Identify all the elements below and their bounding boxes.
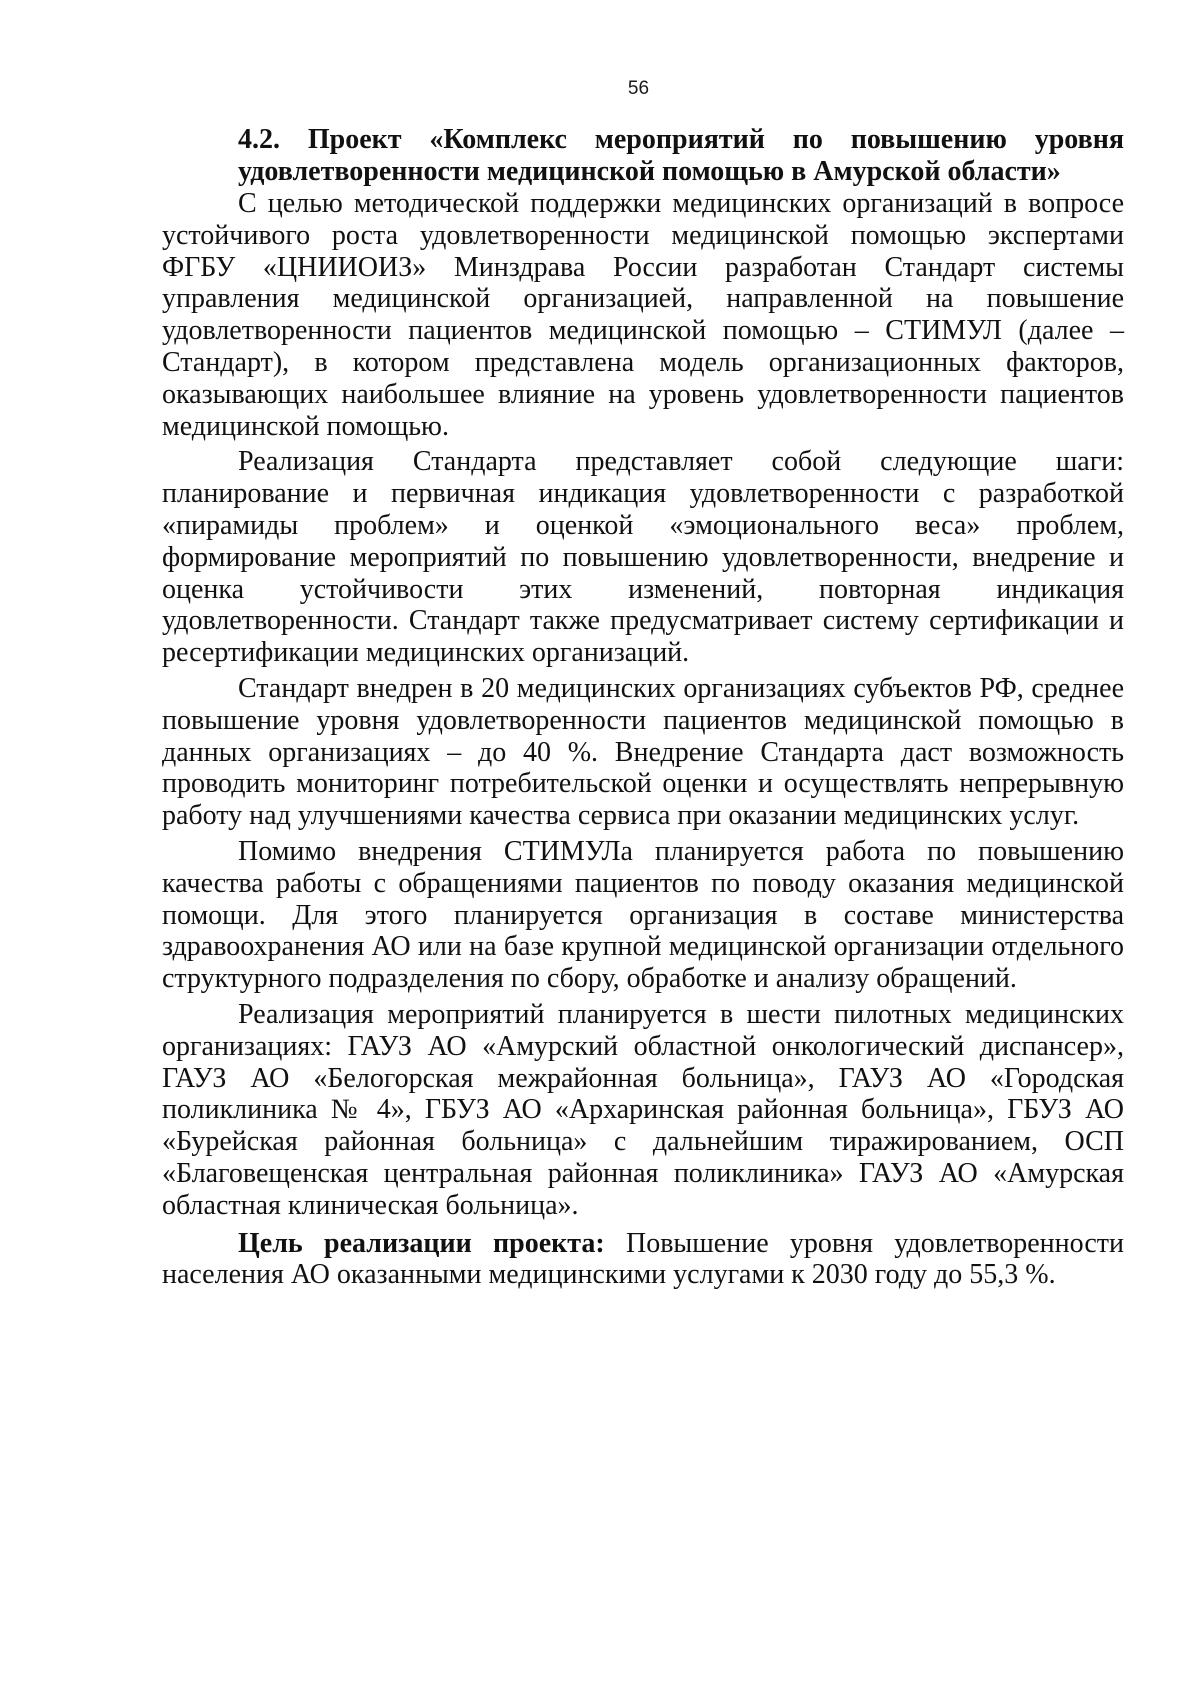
section-heading bbox=[162, 124, 1124, 188]
paragraph-stimul-intro: С целью методической поддержки медицинских организаций в вопросе устойчивого роста удовлетворенности медицинской помощью экспертами ФГБУ «ЦНИИОИЗ» Минздрава России разработан Стандарт системы управления медицинской организацией, направленной на повышение удовлетворенности пациентов медицинской помощью – СТИМУЛ (далее – Стандарт), в котором представлена модель организационных факторов, оказывающих наибольшее влияние на уровень удовлетворенности пациентов медицинской помощью. bbox=[162, 188, 1124, 442]
paragraph-patient-appeals: Помимо внедрения СТИМУЛа планируется работа по повышению качества работы с обращениями пациентов по поводу оказания медицинской помощи. Для этого планируется организация в составе министерства здравоохранения АО или на базе крупной медицинской организации отдельного структурного подразделения по сбору, обработке и анализу обращений. bbox=[162, 835, 1124, 995]
page-content bbox=[162, 124, 1124, 1291]
paragraph-pilot-organizations: Реализация мероприятий планируется в шести пилотных медицинских организациях: ГАУЗ АО «Амурский областной онкологический диспансер», ГАУЗ АО «Белогорская межрайонная больница», ГАУЗ АО «Городская поликлиника № 4», ГБУЗ АО «Архаринская районная больница», ГБУЗ АО «Бурейская районная больница» с дальнейшим тиражированием, ОСП «Благовещенская центральная районная поликлиника» ГАУЗ АО «Амурская областная клиническая больница». bbox=[162, 998, 1124, 1221]
paragraph-project-goal bbox=[162, 1228, 1124, 1292]
section-heading-line-1: 4.2. Проект «Комплекс мероприятий по повышению уровня bbox=[238, 124, 1124, 155]
paragraph-standard-steps: Реализация Стандарта представляет собой следующие шаги: планирование и первичная индикация удовлетворенности с разработкой «пирамиды проблем» и оценкой «эмоционального веса» проблем, формирование мероприятий по повышению удовлетворенности, внедрение и оценка устойчивости этих изменений, повторная индикация удовлетворенности. Стандарт также предусматривает систему сертификации и ресертификации медицинских организаций. bbox=[162, 446, 1124, 669]
page-number: 56 bbox=[627, 78, 650, 99]
section-heading-line-2: удовлетворенности медицинской помощью в Амурской области» bbox=[238, 156, 1061, 187]
paragraph-standard-results: Стандарт внедрен в 20 медицинских организациях субъектов РФ, среднее повышение уровня удовлетворенности пациентов медицинской помощью в данных организациях – до 40 %. Внедрение Стандарта даст возможность проводить мониторинг потребительской оценки и осуществлять непрерывную работу над улучшениями качества сервиса при оказании медицинских услуг. bbox=[162, 672, 1124, 832]
project-goal-label: Цель реализации проекта: bbox=[238, 1227, 605, 1259]
project-goal-text: Повышение уровня удовлетворенности населения АО оказанными медицинскими услугами к 2030 году до 55,3 %. bbox=[162, 1227, 1124, 1291]
